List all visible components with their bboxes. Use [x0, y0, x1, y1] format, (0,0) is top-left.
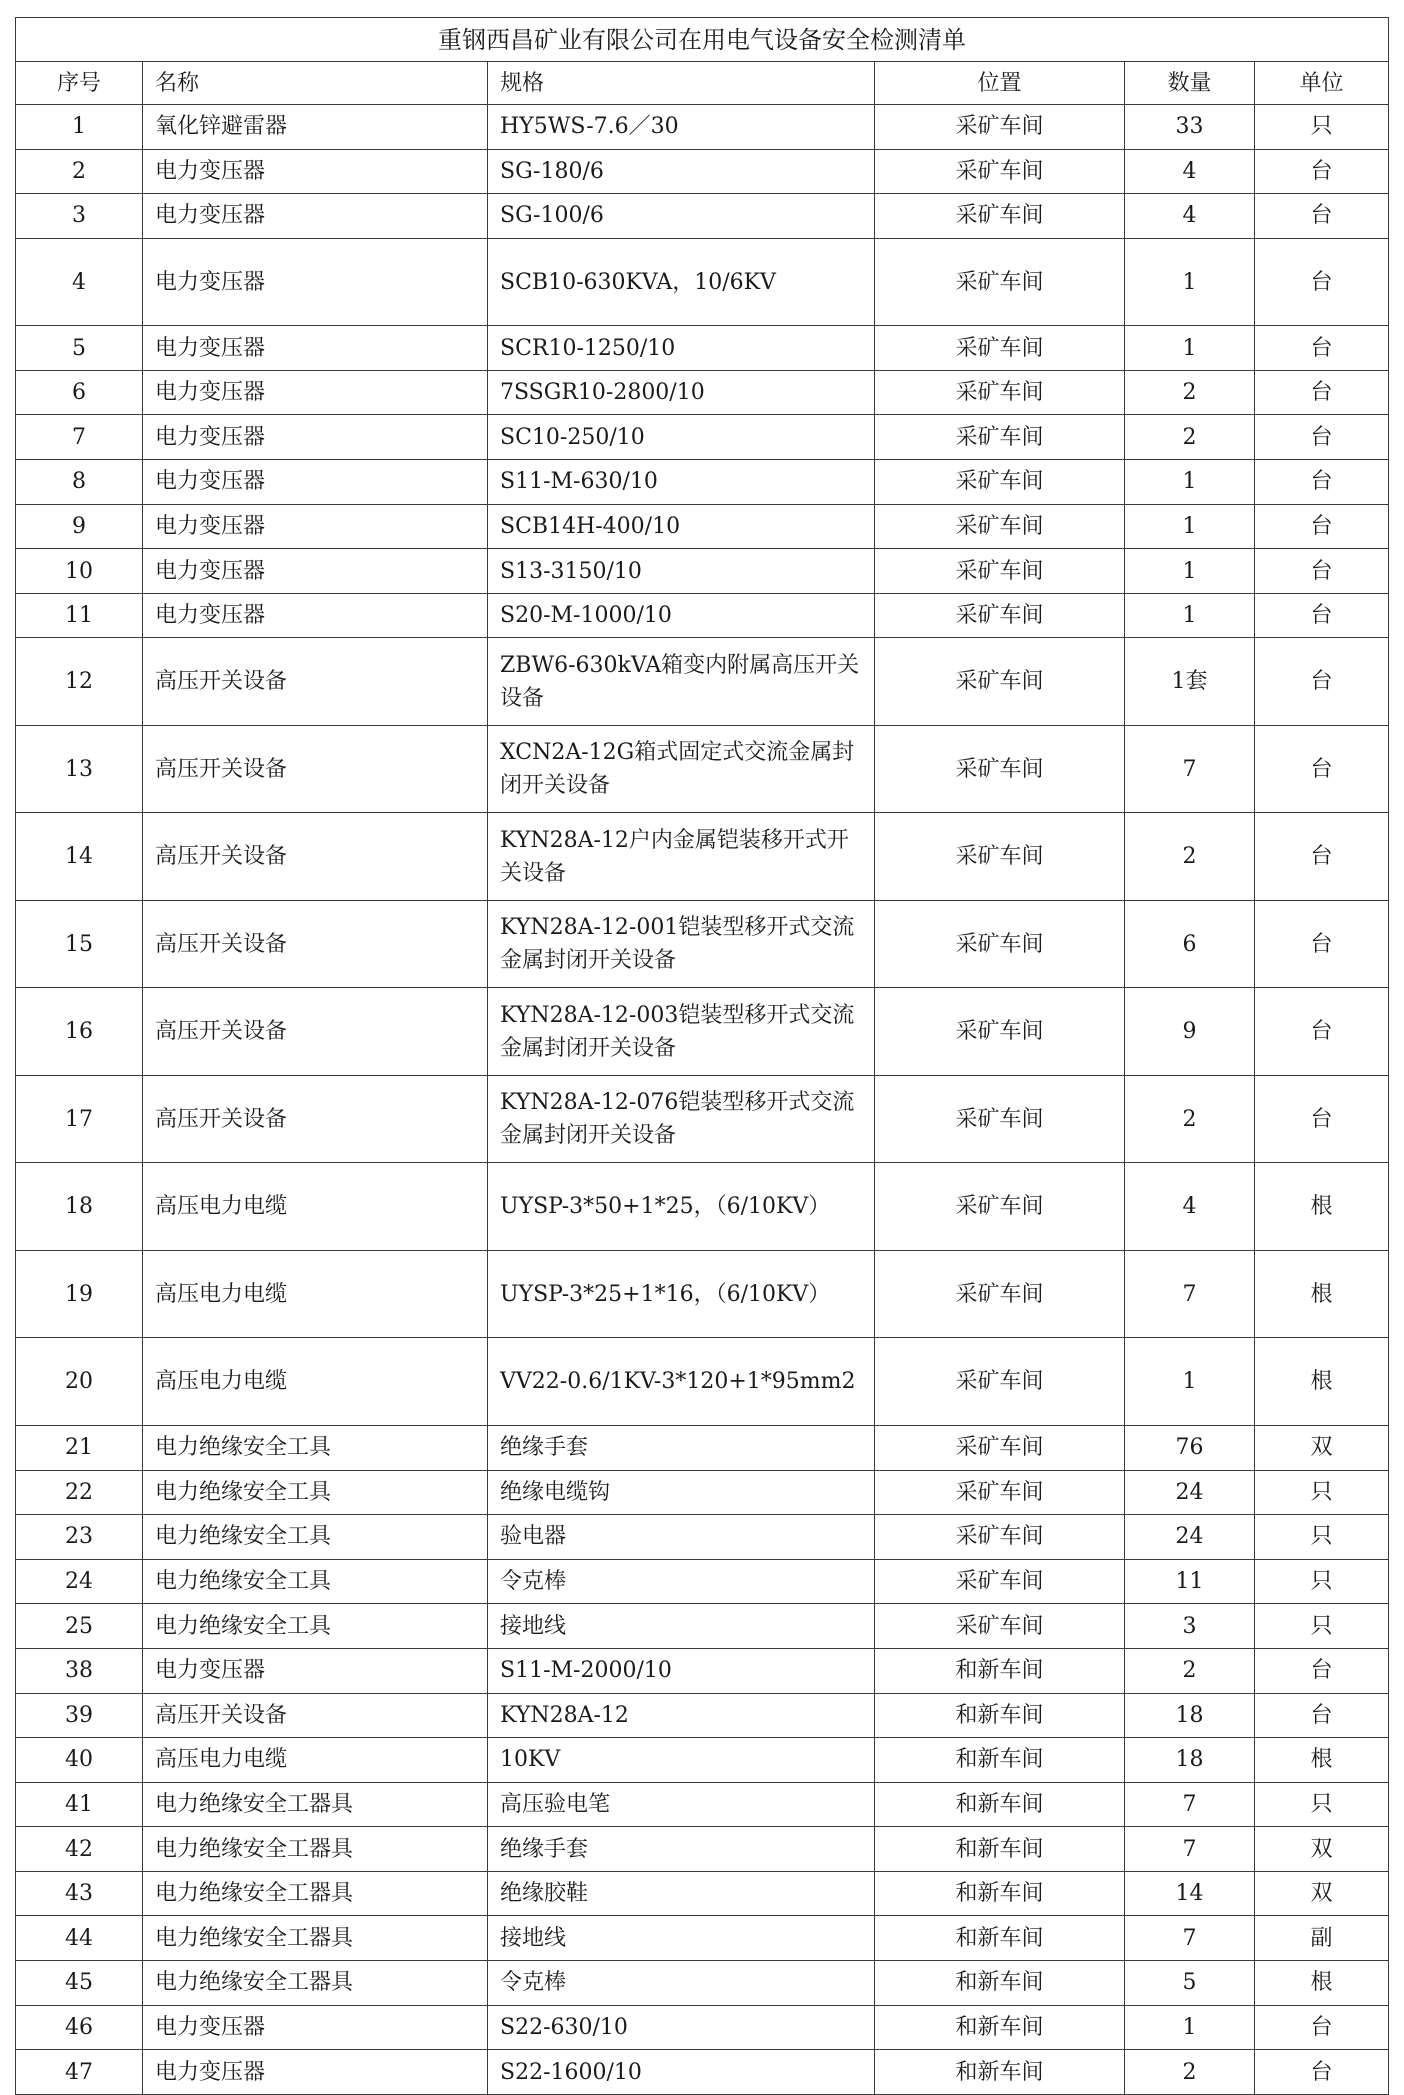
cell-no: 15	[16, 900, 143, 988]
cell-spec: SCB14H-400/10	[488, 504, 875, 549]
cell-no: 7	[16, 415, 143, 460]
cell-unit: 台	[1255, 2050, 1389, 2095]
cell-quantity: 1	[1125, 2005, 1255, 2050]
cell-unit: 根	[1255, 1250, 1389, 1338]
cell-position: 和新车间	[875, 1961, 1125, 2006]
cell-name: 电力绝缘安全工具	[143, 1425, 488, 1470]
cell-position: 和新车间	[875, 1648, 1125, 1693]
table-row	[16, 1250, 1389, 1338]
cell-no: 10	[16, 549, 143, 594]
cell-spec: UYSP-3*50+1*25，（6/10KV）	[488, 1163, 875, 1251]
cell-spec: 绝缘电缆钩	[488, 1470, 875, 1515]
cell-name: 电力变压器	[143, 326, 488, 371]
cell-spec: S11-M-2000/10	[488, 1648, 875, 1693]
cell-name: 电力绝缘安全工具	[143, 1604, 488, 1649]
cell-position: 采矿车间	[875, 638, 1125, 726]
cell-unit: 只	[1255, 1470, 1389, 1515]
cell-spec: XCN2A-12G箱式固定式交流金属封闭开关设备	[488, 725, 875, 813]
table-row	[16, 1961, 1389, 2006]
cell-unit: 只	[1255, 1604, 1389, 1649]
cell-position: 采矿车间	[875, 1163, 1125, 1251]
cell-name: 电力变压器	[143, 2005, 488, 2050]
cell-position: 采矿车间	[875, 549, 1125, 594]
cell-position: 和新车间	[875, 1693, 1125, 1738]
cell-quantity: 2	[1125, 370, 1255, 415]
cell-position: 采矿车间	[875, 725, 1125, 813]
equipment-inspection-table	[15, 17, 1389, 2095]
cell-name: 高压开关设备	[143, 900, 488, 988]
cell-position: 采矿车间	[875, 504, 1125, 549]
cell-name: 电力绝缘安全工器具	[143, 1827, 488, 1872]
table-row	[16, 1515, 1389, 1560]
header-position: 位置	[875, 62, 1125, 105]
cell-spec: 绝缘手套	[488, 1425, 875, 1470]
cell-unit: 台	[1255, 415, 1389, 460]
cell-position: 采矿车间	[875, 593, 1125, 638]
cell-quantity: 7	[1125, 725, 1255, 813]
cell-quantity: 14	[1125, 1871, 1255, 1916]
cell-position: 采矿车间	[875, 988, 1125, 1076]
cell-spec: 验电器	[488, 1515, 875, 1560]
cell-no: 19	[16, 1250, 143, 1338]
cell-no: 8	[16, 460, 143, 505]
cell-quantity: 9	[1125, 988, 1255, 1076]
table-row	[16, 504, 1389, 549]
table-row	[16, 1075, 1389, 1163]
table-row	[16, 1782, 1389, 1827]
cell-quantity: 1	[1125, 326, 1255, 371]
cell-position: 采矿车间	[875, 1604, 1125, 1649]
cell-spec: S13-3150/10	[488, 549, 875, 594]
cell-name: 电力变压器	[143, 370, 488, 415]
cell-no: 12	[16, 638, 143, 726]
cell-name: 电力绝缘安全工器具	[143, 1871, 488, 1916]
cell-no: 25	[16, 1604, 143, 1649]
cell-no: 9	[16, 504, 143, 549]
cell-quantity: 18	[1125, 1693, 1255, 1738]
cell-spec: KYN28A-12	[488, 1693, 875, 1738]
cell-spec: 高压验电笔	[488, 1782, 875, 1827]
cell-quantity: 1	[1125, 593, 1255, 638]
cell-name: 电力绝缘安全工具	[143, 1515, 488, 1560]
cell-unit: 只	[1255, 1782, 1389, 1827]
cell-unit: 台	[1255, 370, 1389, 415]
table-row	[16, 1425, 1389, 1470]
cell-position: 和新车间	[875, 1871, 1125, 1916]
cell-spec: 接地线	[488, 1916, 875, 1961]
header-spec: 规格	[488, 62, 875, 105]
cell-spec: SC10-250/10	[488, 415, 875, 460]
cell-position: 采矿车间	[875, 370, 1125, 415]
cell-quantity: 1套	[1125, 638, 1255, 726]
table-row	[16, 1827, 1389, 1872]
cell-position: 采矿车间	[875, 415, 1125, 460]
cell-spec: S22-630/10	[488, 2005, 875, 2050]
cell-unit: 台	[1255, 549, 1389, 594]
cell-spec: 绝缘手套	[488, 1827, 875, 1872]
cell-quantity: 6	[1125, 900, 1255, 988]
cell-name: 电力绝缘安全工器具	[143, 1782, 488, 1827]
cell-position: 采矿车间	[875, 1559, 1125, 1604]
cell-unit: 台	[1255, 593, 1389, 638]
cell-position: 和新车间	[875, 2050, 1125, 2095]
cell-position: 采矿车间	[875, 1470, 1125, 1515]
cell-unit: 台	[1255, 504, 1389, 549]
header-quantity: 数量	[1125, 62, 1255, 105]
header-name: 名称	[143, 62, 488, 105]
cell-unit: 双	[1255, 1425, 1389, 1470]
cell-no: 16	[16, 988, 143, 1076]
cell-position: 采矿车间	[875, 1425, 1125, 1470]
cell-name: 电力变压器	[143, 415, 488, 460]
cell-position: 采矿车间	[875, 1338, 1125, 1426]
cell-no: 13	[16, 725, 143, 813]
cell-position: 采矿车间	[875, 149, 1125, 194]
cell-name: 电力变压器	[143, 1648, 488, 1693]
table-row	[16, 149, 1389, 194]
cell-name: 高压开关设备	[143, 813, 488, 901]
cell-position: 采矿车间	[875, 1075, 1125, 1163]
cell-no: 43	[16, 1871, 143, 1916]
cell-quantity: 4	[1125, 149, 1255, 194]
cell-name: 高压电力电缆	[143, 1250, 488, 1338]
cell-spec: 令克棒	[488, 1961, 875, 2006]
table-row	[16, 326, 1389, 371]
cell-unit: 台	[1255, 2005, 1389, 2050]
table-row	[16, 988, 1389, 1076]
cell-unit: 副	[1255, 1916, 1389, 1961]
cell-position: 和新车间	[875, 1782, 1125, 1827]
table-row	[16, 638, 1389, 726]
cell-name: 高压电力电缆	[143, 1338, 488, 1426]
cell-spec: 令克棒	[488, 1559, 875, 1604]
table-row	[16, 238, 1389, 326]
cell-unit: 台	[1255, 813, 1389, 901]
cell-quantity: 1	[1125, 504, 1255, 549]
cell-name: 高压开关设备	[143, 725, 488, 813]
cell-unit: 根	[1255, 1738, 1389, 1783]
cell-quantity: 7	[1125, 1782, 1255, 1827]
cell-name: 氧化锌避雷器	[143, 105, 488, 150]
cell-quantity: 2	[1125, 2050, 1255, 2095]
table-row	[16, 813, 1389, 901]
cell-unit: 台	[1255, 638, 1389, 726]
cell-position: 采矿车间	[875, 326, 1125, 371]
table-row	[16, 1604, 1389, 1649]
table-row	[16, 370, 1389, 415]
cell-spec: S20-M-1000/10	[488, 593, 875, 638]
cell-position: 采矿车间	[875, 1515, 1125, 1560]
cell-quantity: 7	[1125, 1916, 1255, 1961]
cell-no: 11	[16, 593, 143, 638]
cell-quantity: 1	[1125, 549, 1255, 594]
header-row	[16, 62, 1389, 105]
cell-unit: 台	[1255, 194, 1389, 239]
table-row	[16, 2005, 1389, 2050]
cell-unit: 台	[1255, 1075, 1389, 1163]
table-row	[16, 900, 1389, 988]
cell-unit: 只	[1255, 1559, 1389, 1604]
cell-position: 和新车间	[875, 1916, 1125, 1961]
cell-unit: 台	[1255, 149, 1389, 194]
cell-spec: SG-100/6	[488, 194, 875, 239]
table-row	[16, 105, 1389, 150]
cell-name: 电力变压器	[143, 549, 488, 594]
cell-no: 2	[16, 149, 143, 194]
cell-no: 20	[16, 1338, 143, 1426]
cell-quantity: 2	[1125, 415, 1255, 460]
cell-quantity: 1	[1125, 460, 1255, 505]
cell-no: 14	[16, 813, 143, 901]
cell-name: 电力绝缘安全工具	[143, 1470, 488, 1515]
cell-quantity: 7	[1125, 1827, 1255, 1872]
cell-name: 高压电力电缆	[143, 1738, 488, 1783]
header-no: 序号	[16, 62, 143, 105]
cell-name: 电力变压器	[143, 504, 488, 549]
cell-unit: 台	[1255, 1648, 1389, 1693]
cell-name: 电力变压器	[143, 2050, 488, 2095]
cell-no: 3	[16, 194, 143, 239]
cell-unit: 台	[1255, 326, 1389, 371]
cell-no: 38	[16, 1648, 143, 1693]
cell-name: 电力绝缘安全工具	[143, 1559, 488, 1604]
cell-unit: 只	[1255, 105, 1389, 150]
cell-name: 电力绝缘安全工器具	[143, 1916, 488, 1961]
cell-quantity: 7	[1125, 1250, 1255, 1338]
cell-unit: 根	[1255, 1961, 1389, 2006]
table-row	[16, 593, 1389, 638]
cell-spec: SG-180/6	[488, 149, 875, 194]
cell-name: 电力变压器	[143, 238, 488, 326]
cell-unit: 台	[1255, 988, 1389, 1076]
cell-no: 4	[16, 238, 143, 326]
cell-spec: VV22-0.6/1KV-3*120+1*95mm2	[488, 1338, 875, 1426]
cell-spec: KYN28A-12-076铠装型移开式交流金属封闭开关设备	[488, 1075, 875, 1163]
cell-quantity: 24	[1125, 1515, 1255, 1560]
cell-quantity: 2	[1125, 1075, 1255, 1163]
cell-quantity: 18	[1125, 1738, 1255, 1783]
cell-unit: 台	[1255, 725, 1389, 813]
cell-name: 电力绝缘安全工器具	[143, 1961, 488, 2006]
cell-quantity: 1	[1125, 1338, 1255, 1426]
cell-no: 22	[16, 1470, 143, 1515]
table-row	[16, 1693, 1389, 1738]
cell-quantity: 4	[1125, 194, 1255, 239]
cell-spec: KYN28A-12户内金属铠装移开式开关设备	[488, 813, 875, 901]
cell-spec: SCB10-630KVA，10/6KV	[488, 238, 875, 326]
cell-position: 和新车间	[875, 1738, 1125, 1783]
table-row	[16, 2050, 1389, 2095]
cell-position: 采矿车间	[875, 900, 1125, 988]
table-row	[16, 1338, 1389, 1426]
cell-unit: 双	[1255, 1827, 1389, 1872]
cell-name: 电力变压器	[143, 593, 488, 638]
cell-name: 高压开关设备	[143, 1075, 488, 1163]
cell-spec: 7SSGR10-2800/10	[488, 370, 875, 415]
cell-name: 高压开关设备	[143, 638, 488, 726]
cell-spec: KYN28A-12-003铠装型移开式交流金属封闭开关设备	[488, 988, 875, 1076]
cell-quantity: 24	[1125, 1470, 1255, 1515]
cell-no: 46	[16, 2005, 143, 2050]
cell-quantity: 33	[1125, 105, 1255, 150]
table-row	[16, 1163, 1389, 1251]
cell-no: 42	[16, 1827, 143, 1872]
cell-no: 18	[16, 1163, 143, 1251]
cell-no: 5	[16, 326, 143, 371]
cell-position: 和新车间	[875, 2005, 1125, 2050]
table-row	[16, 549, 1389, 594]
cell-position: 和新车间	[875, 1827, 1125, 1872]
cell-quantity: 11	[1125, 1559, 1255, 1604]
cell-unit: 根	[1255, 1163, 1389, 1251]
table-row	[16, 415, 1389, 460]
cell-spec: S11-M-630/10	[488, 460, 875, 505]
cell-name: 电力变压器	[143, 149, 488, 194]
cell-no: 45	[16, 1961, 143, 2006]
cell-unit: 台	[1255, 460, 1389, 505]
cell-unit: 台	[1255, 900, 1389, 988]
cell-position: 采矿车间	[875, 1250, 1125, 1338]
cell-spec: 绝缘胶鞋	[488, 1871, 875, 1916]
cell-spec: UYSP-3*25+1*16，（6/10KV）	[488, 1250, 875, 1338]
cell-spec: 接地线	[488, 1604, 875, 1649]
cell-no: 1	[16, 105, 143, 150]
cell-unit: 只	[1255, 1515, 1389, 1560]
cell-spec: SCR10-1250/10	[488, 326, 875, 371]
table-row	[16, 725, 1389, 813]
table-row	[16, 1470, 1389, 1515]
table-row	[16, 1648, 1389, 1693]
cell-position: 采矿车间	[875, 105, 1125, 150]
title-row	[16, 18, 1389, 62]
cell-quantity: 4	[1125, 1163, 1255, 1251]
cell-spec: HY5WS-7.6／30	[488, 105, 875, 150]
cell-spec: ZBW6-630kVA箱变内附属高压开关设备	[488, 638, 875, 726]
cell-position: 采矿车间	[875, 238, 1125, 326]
document-title: 重钢西昌矿业有限公司在用电气设备安全检测清单	[16, 18, 1389, 62]
cell-quantity: 2	[1125, 1648, 1255, 1693]
cell-spec: 10KV	[488, 1738, 875, 1783]
cell-position: 采矿车间	[875, 194, 1125, 239]
table-row	[16, 1738, 1389, 1783]
cell-no: 47	[16, 2050, 143, 2095]
cell-unit: 台	[1255, 1693, 1389, 1738]
cell-quantity: 3	[1125, 1604, 1255, 1649]
cell-unit: 台	[1255, 238, 1389, 326]
cell-no: 23	[16, 1515, 143, 1560]
table-row	[16, 460, 1389, 505]
cell-no: 21	[16, 1425, 143, 1470]
cell-no: 41	[16, 1782, 143, 1827]
cell-spec: KYN28A-12-001铠装型移开式交流金属封闭开关设备	[488, 900, 875, 988]
cell-quantity: 76	[1125, 1425, 1255, 1470]
cell-no: 39	[16, 1693, 143, 1738]
cell-unit: 双	[1255, 1871, 1389, 1916]
table-row	[16, 194, 1389, 239]
cell-name: 高压开关设备	[143, 988, 488, 1076]
cell-quantity: 5	[1125, 1961, 1255, 2006]
cell-position: 采矿车间	[875, 813, 1125, 901]
cell-name: 电力变压器	[143, 460, 488, 505]
cell-spec: S22-1600/10	[488, 2050, 875, 2095]
cell-name: 高压电力电缆	[143, 1163, 488, 1251]
cell-name: 高压开关设备	[143, 1693, 488, 1738]
cell-unit: 根	[1255, 1338, 1389, 1426]
cell-no: 17	[16, 1075, 143, 1163]
cell-quantity: 1	[1125, 238, 1255, 326]
cell-no: 6	[16, 370, 143, 415]
cell-quantity: 2	[1125, 813, 1255, 901]
cell-no: 44	[16, 1916, 143, 1961]
table-row	[16, 1871, 1389, 1916]
cell-no: 24	[16, 1559, 143, 1604]
cell-no: 40	[16, 1738, 143, 1783]
header-unit: 单位	[1255, 62, 1389, 105]
cell-name: 电力变压器	[143, 194, 488, 239]
cell-position: 采矿车间	[875, 460, 1125, 505]
table-row	[16, 1559, 1389, 1604]
